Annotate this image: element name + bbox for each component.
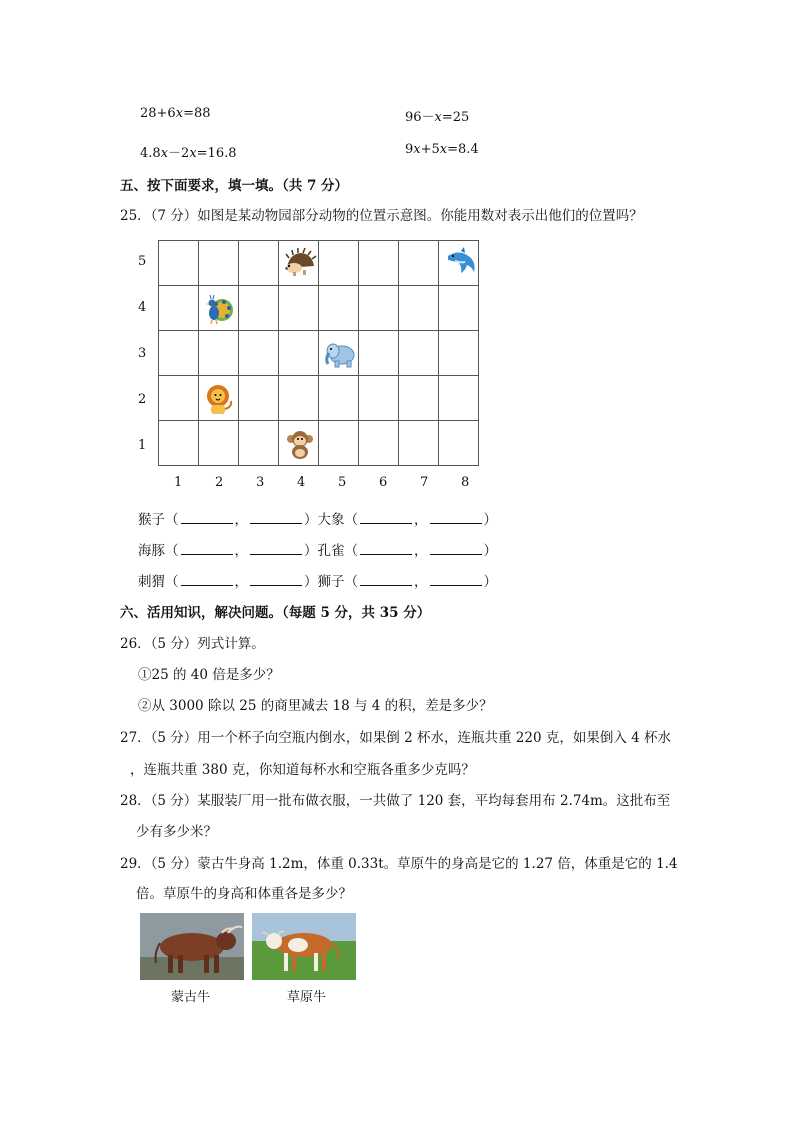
- grid-cell: [158, 330, 199, 376]
- question-28-line1: 28．（5 分）某服装厂用一批布做衣服，一共做了 120 套，平均每套用布 2.74m。这批布至: [120, 793, 671, 809]
- y-axis-label: 4: [138, 300, 147, 315]
- lion-icon: [202, 383, 236, 417]
- question-27-line1: 27．（5 分）用一个杯子向空瓶内倒水，如果倒 2 杯水，连瓶共重 220 克，如果倒入 4 杯水: [120, 730, 672, 746]
- dolphin-icon: [445, 246, 479, 280]
- animal-label: 海豚: [138, 543, 165, 559]
- grid-cell: [358, 375, 399, 421]
- grid-cell: [238, 375, 279, 421]
- equation-2: 96－x=25: [405, 110, 470, 125]
- fill-row: [138, 539, 497, 559]
- comma: ，: [414, 543, 428, 559]
- monkey-icon: [283, 428, 317, 462]
- paren: （: [344, 512, 358, 528]
- x-axis-label: 1: [174, 475, 183, 490]
- answer-blank[interactable]: [181, 510, 233, 524]
- fill-row: [138, 570, 497, 590]
- grid-cell: [158, 285, 199, 331]
- grid-cell: [238, 420, 279, 466]
- paren: （: [165, 512, 179, 528]
- answer-blank[interactable]: [250, 541, 302, 555]
- grid-cell: [198, 330, 239, 376]
- grid-cell: [278, 330, 319, 376]
- grid-cell: [318, 285, 359, 331]
- animal-label: 狮子: [317, 574, 345, 590]
- section-5-heading: 五、按下面要求，填一填。（共 7 分）: [120, 178, 349, 194]
- grid-cell: [318, 420, 359, 466]
- comma: ，: [234, 512, 248, 528]
- question-28-line2: 少有多少米？: [136, 824, 217, 840]
- y-axis-label: 2: [138, 392, 147, 407]
- paren: ）: [483, 574, 497, 590]
- paren: ）: [304, 543, 318, 559]
- grid-cell: [438, 375, 479, 421]
- comma: ，: [414, 512, 428, 528]
- question-29-line2: 倍。草原牛的身高和体重各是多少？: [136, 886, 352, 902]
- answer-blank[interactable]: [250, 510, 302, 524]
- y-axis-label: 3: [138, 346, 147, 361]
- answer-blank[interactable]: [181, 541, 233, 555]
- grid-cell: [438, 330, 479, 376]
- comma: ，: [234, 543, 248, 559]
- grid-cell: [358, 285, 399, 331]
- paren: ）: [304, 512, 318, 528]
- x-axis-label: 5: [338, 475, 347, 490]
- grid-cell: [198, 420, 239, 466]
- x-axis-label: 7: [420, 475, 429, 490]
- paren: ）: [483, 543, 497, 559]
- grid-cell: [198, 240, 239, 286]
- answer-blank[interactable]: [430, 541, 482, 555]
- grid-cell: [398, 285, 439, 331]
- grid-cell: [318, 240, 359, 286]
- grid-cell: [398, 375, 439, 421]
- grid-cell: [358, 240, 399, 286]
- comma: ，: [414, 574, 428, 590]
- grid-cell: [438, 420, 479, 466]
- answer-blank[interactable]: [430, 510, 482, 524]
- question-27-line2: ，连瓶共重 380 克，你知道每杯水和空瓶各重多少克吗？: [130, 762, 475, 778]
- answer-blank[interactable]: [360, 541, 412, 555]
- y-axis-label: 5: [138, 254, 147, 269]
- section-6-heading: 六、活用知识，解决问题。（每题 5 分，共 35 分）: [120, 605, 431, 621]
- question-26a: ①25 的 40 倍是多少？: [138, 667, 280, 683]
- grid-cell: [398, 240, 439, 286]
- answer-blank[interactable]: [250, 572, 302, 586]
- grid-cell: [278, 375, 319, 421]
- question-26: 26．（5 分）列式计算。: [120, 636, 265, 652]
- x-axis-label: 3: [256, 475, 265, 490]
- elephant-icon: [323, 337, 357, 371]
- grid-cell: [398, 330, 439, 376]
- peacock-icon: [202, 292, 236, 326]
- photo-caption: 草原牛: [287, 990, 327, 1005]
- grid-cell: [238, 285, 279, 331]
- paren: ）: [304, 574, 318, 590]
- answer-blank[interactable]: [360, 572, 412, 586]
- question-29-line1: 29．（5 分）蒙古牛身高 1.2m，体重 0.33t。草原牛的身高是它的 1.27 倍，体重是它的 1.4: [120, 856, 678, 872]
- paren: （: [344, 574, 358, 590]
- grid-cell: [318, 375, 359, 421]
- animal-label: 刺猬: [138, 574, 165, 590]
- fill-row: [138, 508, 497, 528]
- x-axis-label: 2: [215, 475, 224, 490]
- grid-cell: [438, 285, 479, 331]
- question-26b: ②从 3000 除以 25 的商里减去 18 与 4 的积，差是多少？: [138, 698, 493, 714]
- answer-blank[interactable]: [181, 572, 233, 586]
- x-axis-label: 8: [461, 475, 470, 490]
- grid-cell: [238, 240, 279, 286]
- grid-cell: [238, 330, 279, 376]
- zoo-position-grid: [158, 240, 484, 468]
- grid-cell: [158, 375, 199, 421]
- grid-cell: [158, 240, 199, 286]
- mongolian-cattle-photo: [140, 913, 244, 980]
- x-axis-label: 6: [379, 475, 388, 490]
- comma: ，: [234, 574, 248, 590]
- hedgehog-icon: [283, 246, 317, 280]
- equation-4: 9x+5x=8.4: [405, 142, 479, 157]
- grid-cell: [278, 285, 319, 331]
- grid-cell: [398, 420, 439, 466]
- animal-label: 大象: [317, 512, 345, 528]
- grassland-cattle-photo: [252, 913, 356, 980]
- photo-caption: 蒙古牛: [171, 990, 211, 1005]
- paren: （: [165, 543, 179, 559]
- x-axis-label: 4: [297, 475, 306, 490]
- question-25: 25．（7 分）如图是某动物园部分动物的位置示意图。你能用数对表示出他们的位置吗？: [120, 208, 643, 224]
- paren: ）: [483, 512, 497, 528]
- grid-cell: [358, 420, 399, 466]
- y-axis-label: 1: [138, 438, 147, 453]
- animal-label: 猴子: [138, 512, 165, 528]
- answer-blank[interactable]: [430, 572, 482, 586]
- paren: （: [344, 543, 358, 559]
- equation-1: 28+6x=88: [140, 106, 211, 121]
- animal-label: 孔雀: [317, 543, 345, 559]
- grid-cell: [358, 330, 399, 376]
- grid-cell: [158, 420, 199, 466]
- paren: （: [165, 574, 179, 590]
- answer-blank[interactable]: [360, 510, 412, 524]
- equation-3: 4.8x－2x=16.8: [140, 146, 237, 161]
